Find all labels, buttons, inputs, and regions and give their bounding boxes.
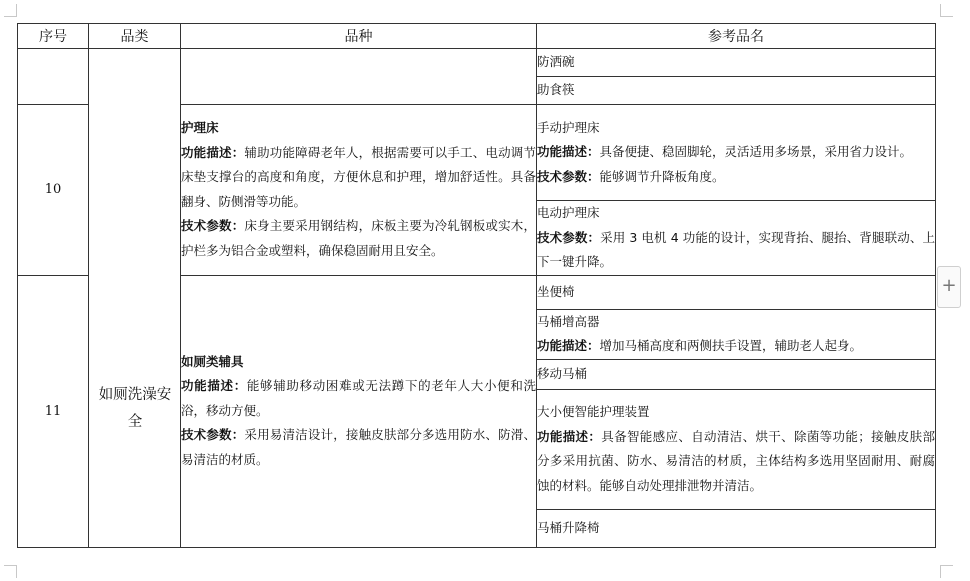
reference-cell bbox=[537, 201, 936, 276]
reference-tech bbox=[537, 226, 935, 275]
technical-parameters bbox=[181, 423, 536, 472]
function-text: 辅助功能障碍老年人，根据需要可以手工、电动调节床垫支撑台的高度和角度，方便休息和护理，增加舒适性。具备翻身、防侧滑等功能。 bbox=[181, 144, 536, 209]
reference-cell bbox=[537, 275, 936, 309]
tech-text: 能够调节升降板角度。 bbox=[599, 168, 725, 184]
variety-title: 护理床 bbox=[181, 120, 219, 136]
reference-function bbox=[537, 140, 935, 165]
plus-icon: + bbox=[941, 275, 957, 296]
tech-text: 采用易清洁设计，接触皮肤部分多选用防水、防滑、易清洁的材质。 bbox=[181, 427, 536, 467]
reference-cell bbox=[537, 509, 936, 547]
reference-cell bbox=[537, 49, 936, 77]
reference-name: 助食筷 bbox=[537, 82, 575, 98]
function-label: 功能描述： bbox=[537, 144, 600, 160]
product-catalog-table bbox=[17, 23, 936, 548]
reference-cell bbox=[537, 359, 936, 389]
tech-text: 床身主要采用钢结构，床板主要为冷轧钢板或实木，护栏多为铝合金或塑料，确保稳固耐用且安全。 bbox=[181, 218, 536, 258]
function-text: 具备智能感应、自动清洁、烘干、除菌等功能；接触皮肤部分多采用抗菌、防水、易清洁的材质，主体结构多选用坚固耐用、耐腐蚀的材料。能够自动处理排泄物并清洁。 bbox=[537, 428, 935, 493]
tech-label: 技术参数： bbox=[537, 229, 601, 245]
tech-label: 技术参数： bbox=[181, 427, 245, 443]
add-column-button[interactable] bbox=[937, 266, 961, 308]
variety-title: 如厕类辅具 bbox=[181, 353, 244, 369]
reference-function bbox=[537, 425, 935, 499]
page-corner-mark bbox=[940, 565, 953, 578]
category-text: 如厕洗澡安全 bbox=[98, 387, 172, 430]
index-cell: 10 bbox=[18, 105, 89, 276]
header-index: 序号 bbox=[18, 24, 89, 49]
table-row bbox=[18, 49, 936, 77]
page-corner-mark bbox=[4, 565, 17, 578]
function-label: 功能描述： bbox=[181, 378, 247, 394]
category-cell bbox=[89, 49, 181, 548]
tech-text: 采用 3 电机 4 功能的设计，实现背抬、腿抬、背腿联动、上下一键升降。 bbox=[537, 229, 935, 269]
reference-cell bbox=[537, 309, 936, 359]
tech-label: 技术参数： bbox=[537, 168, 600, 184]
variety-cell bbox=[181, 105, 537, 276]
header-category: 品类 bbox=[89, 24, 181, 49]
reference-name: 马桶升降椅 bbox=[537, 519, 600, 535]
reference-cell bbox=[537, 77, 936, 105]
reference-name: 大小便智能护理装置 bbox=[537, 404, 650, 419]
function-text: 具备便捷、稳固脚轮，灵活适用多场景，采用省力设计。 bbox=[599, 144, 913, 160]
table-header-row bbox=[18, 24, 936, 49]
reference-cell bbox=[537, 389, 936, 509]
reference-function bbox=[537, 334, 935, 359]
tech-label: 技术参数： bbox=[181, 218, 245, 234]
technical-parameters bbox=[181, 214, 536, 263]
page-corner-mark bbox=[940, 4, 953, 17]
function-description bbox=[181, 141, 536, 215]
variety-cell bbox=[181, 49, 537, 105]
reference-name: 坐便椅 bbox=[537, 283, 575, 299]
function-label: 功能描述： bbox=[181, 144, 245, 160]
function-label: 功能描述： bbox=[537, 428, 602, 444]
function-text: 能够辅助移动困难或无法蹲下的老年人大小便和洗浴，移动方便。 bbox=[181, 378, 536, 418]
reference-name: 马桶增高器 bbox=[537, 313, 600, 329]
reference-tech bbox=[537, 165, 935, 190]
page-corner-mark bbox=[4, 4, 17, 17]
function-label: 功能描述： bbox=[537, 338, 600, 353]
reference-name: 手动护理床 bbox=[537, 119, 600, 135]
reference-cell bbox=[537, 105, 936, 201]
reference-name: 移动马桶 bbox=[537, 365, 588, 381]
category-label bbox=[89, 382, 181, 436]
index-cell bbox=[18, 49, 89, 105]
header-variety: 品种 bbox=[181, 24, 537, 49]
function-description bbox=[181, 374, 536, 423]
function-text: 增加马桶高度和两侧扶手设置，辅助老人起身。 bbox=[599, 338, 863, 353]
index-cell: 11 bbox=[18, 275, 89, 547]
header-reference: 参考品名 bbox=[537, 24, 936, 49]
reference-name: 防洒碗 bbox=[537, 54, 575, 70]
reference-name: 电动护理床 bbox=[537, 205, 600, 220]
variety-cell bbox=[181, 275, 537, 547]
